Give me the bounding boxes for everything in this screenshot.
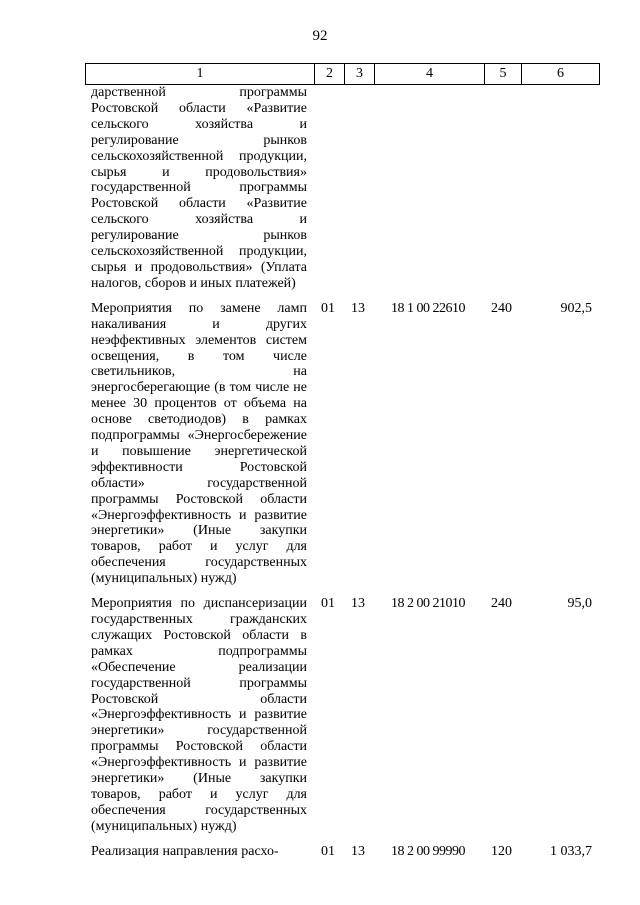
table-row <box>85 301 600 587</box>
section-code: 01 <box>321 843 335 859</box>
column-header-3: 3 <box>344 64 374 84</box>
table-header <box>85 63 600 85</box>
amount: 902,5 <box>560 300 592 316</box>
subsection-code <box>343 85 373 292</box>
expense-type-code: 120 <box>491 843 512 859</box>
expense-type-code: 240 <box>491 596 512 612</box>
expense-name: Реализация направления расхо- <box>91 843 279 859</box>
column-header-5: 5 <box>484 64 521 84</box>
expense-name: Мероприятия по замене ламп накаливания и других неэффективных элементов систем освещения, в том числе светильников, на энергосберегающие (в том числе не менее 30 процентов от объема на основе светодиодов) в рамках подпрограммы «Энергосбережение и повышение энергетической эффективности Ростовской области» государственной программы Ростовской области «Энергоэффективность и развитие энергетики» (Иные закупки товаров, работ и услуг для обеспечения государственных (муниципальных) нужд) <box>91 300 307 587</box>
column-header-6: 6 <box>521 64 599 84</box>
subsection-code: 13 <box>351 300 365 316</box>
column-header-4: 4 <box>374 64 484 84</box>
section-code: 01 <box>321 300 335 316</box>
target-article-code: 18 1 00 22610 <box>391 300 465 316</box>
amount <box>520 85 598 292</box>
column-header-2: 2 <box>314 64 344 84</box>
table-row <box>85 844 600 860</box>
subsection-code: 13 <box>351 843 365 859</box>
amount: 95,0 <box>567 596 592 612</box>
table-row <box>85 85 600 292</box>
expense-type-code <box>483 85 520 292</box>
section-code: 01 <box>321 596 335 612</box>
expense-name: Мероприятия по диспансеризации государственных гражданских служащих Ростовской области в рамках подпрограммы «Обеспечение реализации государственной программы Ростовской области «Энергоэффективность и развитие энергетики» государственной программы Ростовской области «Энергоэффективность и развитие энергетики» (Иные закупки товаров, работ и услуг для обеспечения государственных (муниципальных) нужд) <box>91 596 307 834</box>
expense-name: дарственной программы Ростовской области «Развитие сельского хозяйства и регулирование рынков сельскохозяйственной продукции, сырья и продовольствия» государственной программы Ростовской области «Развитие сельского хозяйства и регулирование рынков сельскохозяйственной продукции, сырья и продовольствия» (Уплата налогов, сборов и иных платежей) <box>91 85 307 291</box>
page-number: 92 <box>312 28 328 44</box>
section-code <box>313 85 343 292</box>
target-article-code: 18 2 00 99990 <box>391 843 465 859</box>
table-row <box>85 596 600 835</box>
target-article-code: 18 2 00 21010 <box>391 596 465 612</box>
table-body <box>85 85 600 860</box>
column-header-1: 1 <box>196 66 204 81</box>
expense-type-code: 240 <box>491 300 512 316</box>
amount: 1 033,7 <box>550 843 592 859</box>
subsection-code: 13 <box>351 596 365 612</box>
target-article-code <box>373 85 483 292</box>
